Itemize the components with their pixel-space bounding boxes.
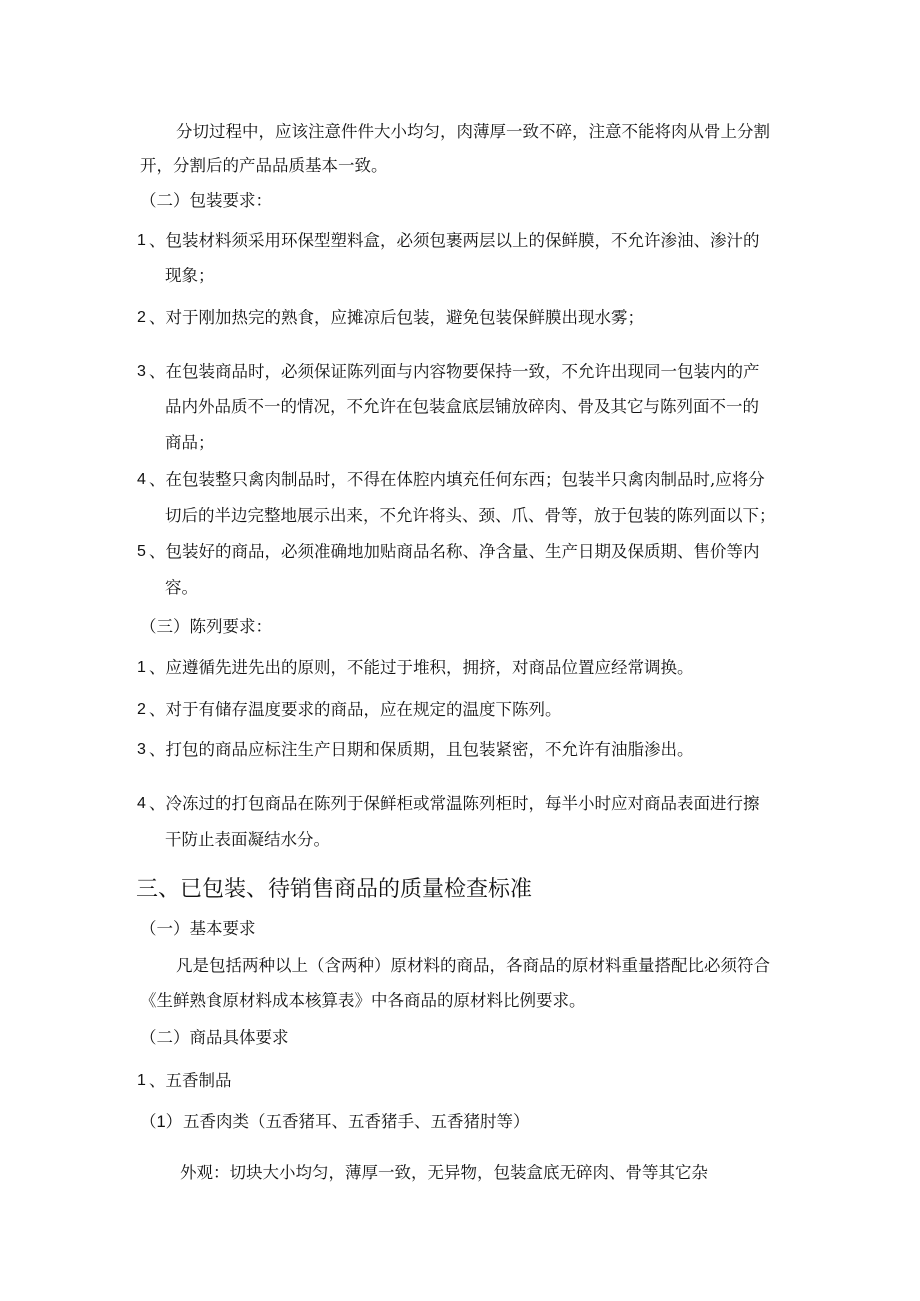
- list-item-line: 、在包装商品时，必须保证陈列面与内容物要保持一致，不允许出现同一包装内的产: [149, 362, 760, 381]
- list-item-line: 品内外品质不一的情况，不允许在包装盒底层铺放碎肉、骨及其它与陈列面不一的: [165, 397, 759, 416]
- list-item-line: 容。: [165, 578, 198, 597]
- paragraph-line: 外观：切块大小均匀，薄厚一致，无异物，包装盒底无碎肉、骨等其它杂: [180, 1163, 708, 1182]
- list-number: 2: [137, 701, 146, 718]
- paragraph-line: 《生鲜熟食原材料成本核算表》中各商品的原材料比例要求。: [140, 991, 586, 1010]
- list-number: 3: [137, 363, 146, 380]
- list-number: 4: [137, 471, 146, 488]
- list-number: 2: [137, 309, 146, 326]
- section-title: （三）陈列要求：: [140, 617, 272, 636]
- paragraph-line: 凡是包括两种以上（含两种）原材料的商品，各商品的原材料重量搭配比必须符合: [176, 956, 770, 975]
- list-item-line: 、五香制品: [149, 1071, 232, 1090]
- sub-item-number: （1）: [140, 1113, 183, 1131]
- list-number: 3: [137, 741, 146, 758]
- list-item-line: 、对于有储存温度要求的商品，应在规定的温度下陈列。: [149, 700, 562, 719]
- list-item-line: 、包装好的商品，必须准确地加贴商品名称、净含量、生产日期及保质期、售价等内: [149, 542, 760, 561]
- list-item-line: 、应遵循先进先出的原则，不能过于堆积，拥挤，对商品位置应经常调换。: [149, 658, 694, 677]
- list-number: 4: [137, 795, 146, 812]
- list-item-line: 切后的半边完整地展示出来，不允许将头、颈、爪、骨等，放于包装的陈列面以下；: [165, 506, 776, 525]
- section-title: （二）包装要求：: [140, 191, 272, 210]
- list-item-line: 、对于刚加热完的熟食，应摊凉后包装，避免包装保鲜膜出现水雾；: [149, 308, 644, 327]
- list-number: 1: [137, 232, 146, 249]
- subsection-title: （二）商品具体要求: [140, 1028, 289, 1047]
- subsection-title: （一）基本要求: [140, 919, 256, 938]
- paragraph-line: 开，分割后的产品品质基本一致。: [140, 156, 388, 175]
- list-number: 1: [137, 1072, 146, 1089]
- paragraph-line: 分切过程中，应该注意件件大小均匀，肉薄厚一致不碎，注意不能将肉从骨上分割: [176, 122, 770, 141]
- list-item-line: 、在包装整只禽肉制品时，不得在体腔内填充任何东西；包装半只禽肉制品时,应将分: [149, 470, 765, 489]
- list-number: 5: [137, 543, 146, 560]
- list-item-line: 、打包的商品应标注生产日期和保质期，且包装紧密，不允许有油脂渗出。: [149, 740, 694, 759]
- list-item-line: 、冷冻过的打包商品在陈列于保鲜柜或常温陈列柜时，每半小时应对商品表面进行擦: [149, 794, 760, 813]
- list-item-line: 商品；: [165, 433, 215, 452]
- list-item-line: 、包装材料须采用环保型塑料盒，必须包裹两层以上的保鲜膜，不允许渗油、渗汁的: [149, 231, 760, 250]
- list-item-line: 干防止表面凝结水分。: [165, 830, 330, 849]
- list-item-line: 现象；: [165, 266, 215, 285]
- list-number: 1: [137, 659, 146, 676]
- section-heading: 三、已包装、待销售商品的质量检查标准: [136, 877, 533, 902]
- sub-item-line: 五香肉类（五香猪耳、五香猪手、五香猪肘等）: [183, 1112, 530, 1131]
